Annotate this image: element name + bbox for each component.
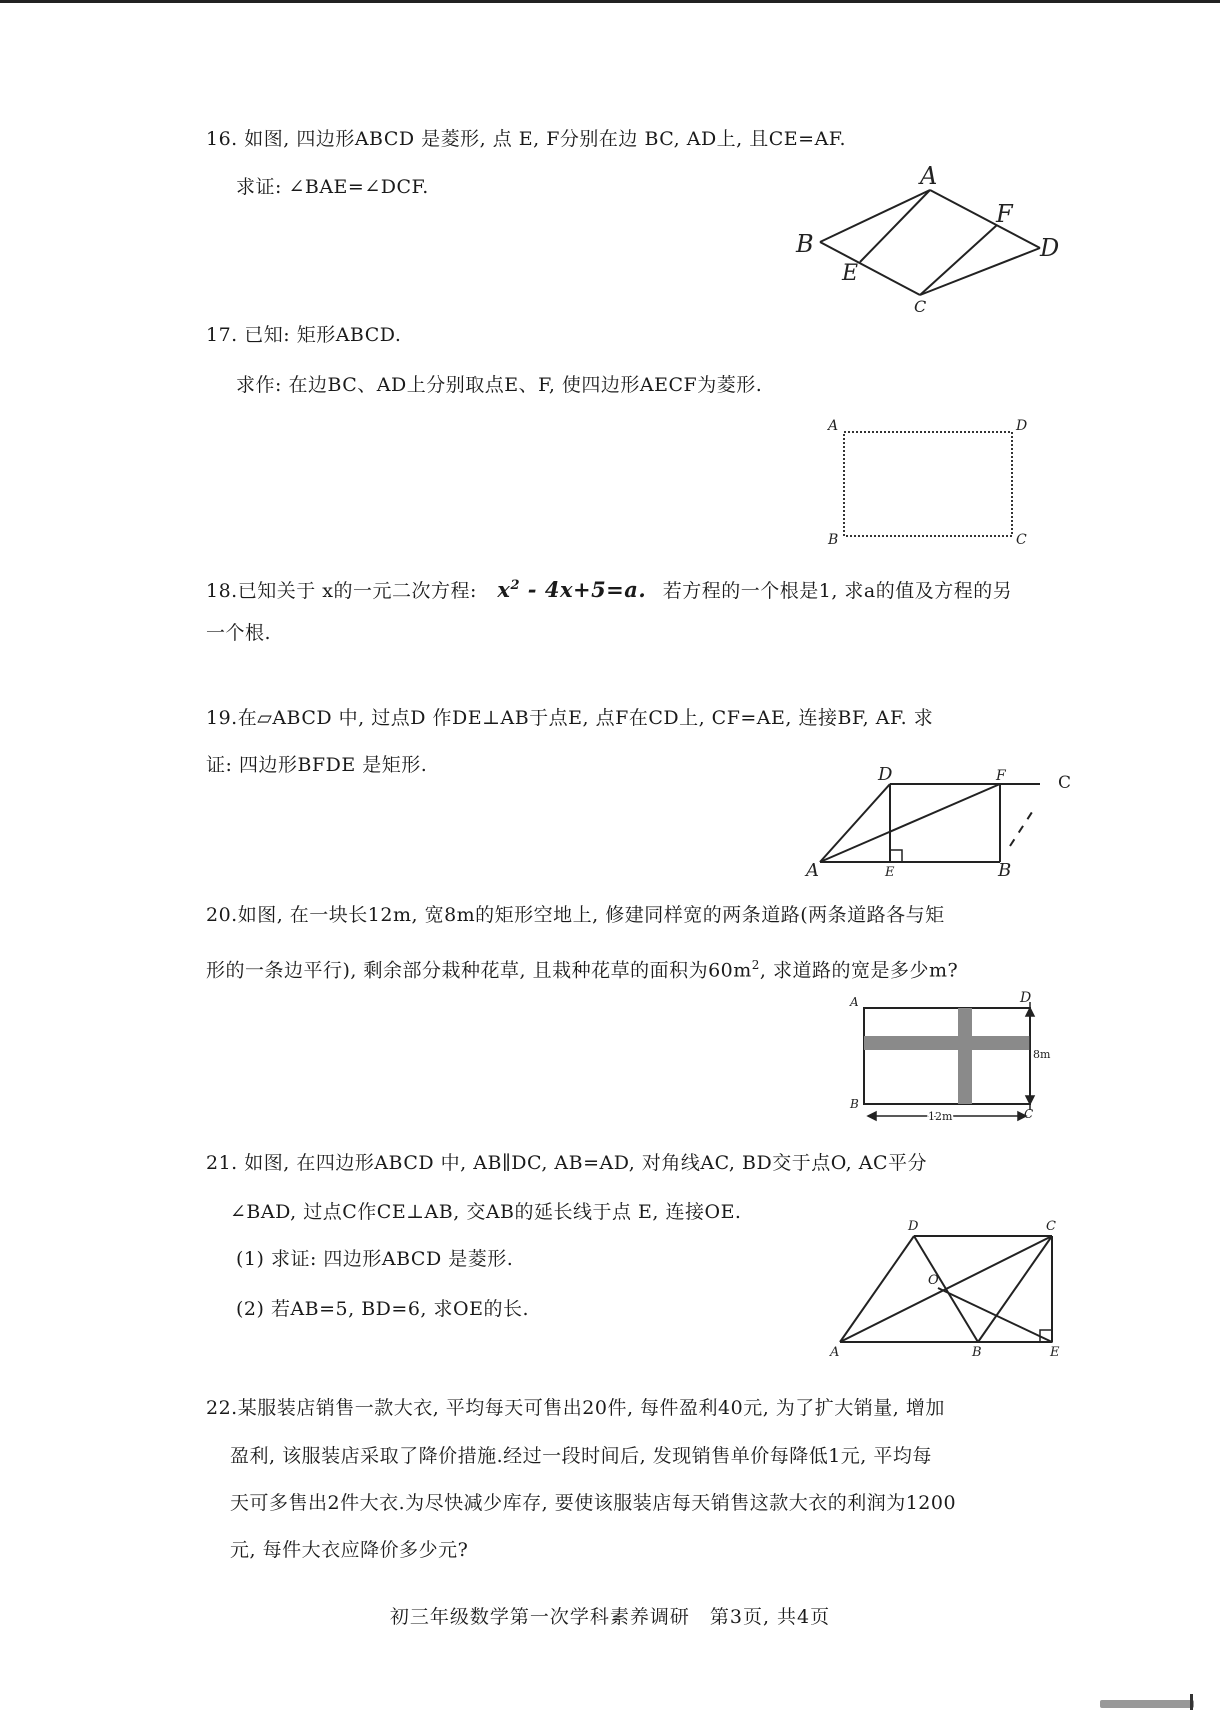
q19-line2: 证: 四边形BFDE 是矩形. bbox=[206, 754, 428, 776]
q18-line1-post: 若方程的一个根是1, 求a的值及方程的另 bbox=[662, 580, 1013, 602]
q21-part1: (1) 求证: 四边形ABCD 是菱形. bbox=[236, 1248, 514, 1270]
q21-line2: ∠BAD, 过点C作CE⊥AB, 交AB的延长线于点 E, 连接OE. bbox=[230, 1201, 742, 1223]
q20-label-c: C bbox=[1024, 1107, 1034, 1121]
q21-label-o: O bbox=[928, 1273, 939, 1288]
q20-line2-sup: 2 bbox=[751, 958, 760, 972]
q18-line2: 一个根. bbox=[206, 622, 272, 644]
q21-label-b: B bbox=[972, 1345, 982, 1360]
q20-label-b: B bbox=[850, 1097, 859, 1111]
q16-rhombus-figure bbox=[790, 162, 1080, 320]
q20-width-label: 8m bbox=[1033, 1048, 1051, 1061]
q22-line1: 22.某服装店销售一款大衣, 平均每天可售出20件, 每件盈利40元, 为了扩大销量, 增加 bbox=[206, 1397, 945, 1419]
q19-label-f: F bbox=[996, 768, 1006, 784]
q17-label-d: D bbox=[1016, 418, 1028, 434]
q22-line2: 盈利, 该服装店采取了降价措施.经过一段时间后, 发现销售单价每降低1元, 平均每 bbox=[230, 1445, 932, 1467]
q20-label-a: A bbox=[850, 995, 859, 1009]
q19-line1: 19.在▱ABCD 中, 过点D 作DE⊥AB于点E, 点F在CD上, CF=AE, 连接BF, AF. 求 bbox=[206, 707, 934, 729]
q19-label-e: E bbox=[885, 865, 895, 880]
q16-line2: 求证: ∠BAE=∠DCF. bbox=[236, 176, 429, 198]
q20-line2-pre: 形的一条边平行), 剩余部分栽种花草, 且栽种花草的面积为60m bbox=[206, 959, 752, 982]
q16-label-f: F bbox=[996, 200, 1013, 228]
q21-label-e: E bbox=[1050, 1345, 1060, 1360]
q21-label-a: A bbox=[830, 1345, 840, 1360]
page-footer: 初三年级数学第一次学科素养调研 第3页, 共4页 bbox=[389, 1606, 831, 1628]
q21-part2: (2) 若AB=5, BD=6, 求OE的长. bbox=[236, 1298, 529, 1320]
q18-line1-pre: 18.已知关于 x的一元二次方程: bbox=[206, 580, 477, 602]
q20-line2 bbox=[206, 952, 958, 983]
q22-line3: 天可多售出2件大衣.为尽快减少库存, 要使该服装店每天销售这款大衣的利润为1200 bbox=[230, 1492, 957, 1514]
q18-equation bbox=[497, 577, 646, 602]
q21-line1: 21. 如图, 在四边形ABCD 中, AB∥DC, AB=AD, 对角线AC, BD交于点O, AC平分 bbox=[206, 1152, 928, 1174]
q20-label-d: D bbox=[1020, 990, 1032, 1006]
scroll-indicator-end bbox=[1190, 1694, 1193, 1710]
q17-label-c: C bbox=[1016, 532, 1027, 548]
q16-label-a: A bbox=[920, 162, 938, 190]
q17-label-a: A bbox=[828, 418, 839, 434]
q17-rectangle-figure bbox=[820, 412, 1040, 547]
q16-line1: 16. 如图, 四边形ABCD 是菱形, 点 E, F分别在边 BC, AD上, 且CE=AF. bbox=[206, 128, 847, 150]
q20-length-label: 12m bbox=[928, 1110, 953, 1123]
q19-label-b: B bbox=[998, 860, 1012, 881]
q19-parallelogram-figure bbox=[800, 764, 1080, 881]
q17-label-b: B bbox=[828, 532, 839, 548]
q16-label-e: E bbox=[842, 261, 859, 286]
q16-label-c: C bbox=[914, 297, 927, 316]
q21-rhombus-figure bbox=[820, 1218, 1070, 1358]
q21-label-d: D bbox=[908, 1219, 919, 1234]
q19-label-d: D bbox=[878, 764, 893, 785]
q18-equation-exponent: 2 bbox=[510, 578, 520, 593]
q21-label-c: C bbox=[1046, 1219, 1056, 1234]
q18-equation-base: x bbox=[497, 577, 511, 602]
scroll-indicator bbox=[1100, 1700, 1194, 1708]
top-border bbox=[0, 0, 1220, 3]
q19-label-c: C bbox=[1058, 773, 1072, 793]
q16-label-b: B bbox=[796, 230, 814, 258]
q18-equation-rest: - 4x+5=a. bbox=[520, 577, 647, 602]
q17-line2: 求作: 在边BC、AD上分别取点E、F, 使四边形AECF为菱形. bbox=[236, 374, 763, 396]
q22-line4: 元, 每件大衣应降价多少元? bbox=[230, 1539, 469, 1561]
q17-line1: 17. 已知: 矩形ABCD. bbox=[206, 324, 402, 346]
q16-label-d: D bbox=[1040, 234, 1060, 262]
q20-line2-post: , 求道路的宽是多少m? bbox=[759, 959, 959, 982]
q18-line1 bbox=[206, 573, 1012, 604]
q20-garden-figure bbox=[840, 990, 1060, 1126]
q19-label-a: A bbox=[806, 860, 819, 881]
q20-line1: 20.如图, 在一块长12m, 宽8m的矩形空地上, 修建同样宽的两条道路(两条道路各与矩 bbox=[206, 904, 945, 926]
